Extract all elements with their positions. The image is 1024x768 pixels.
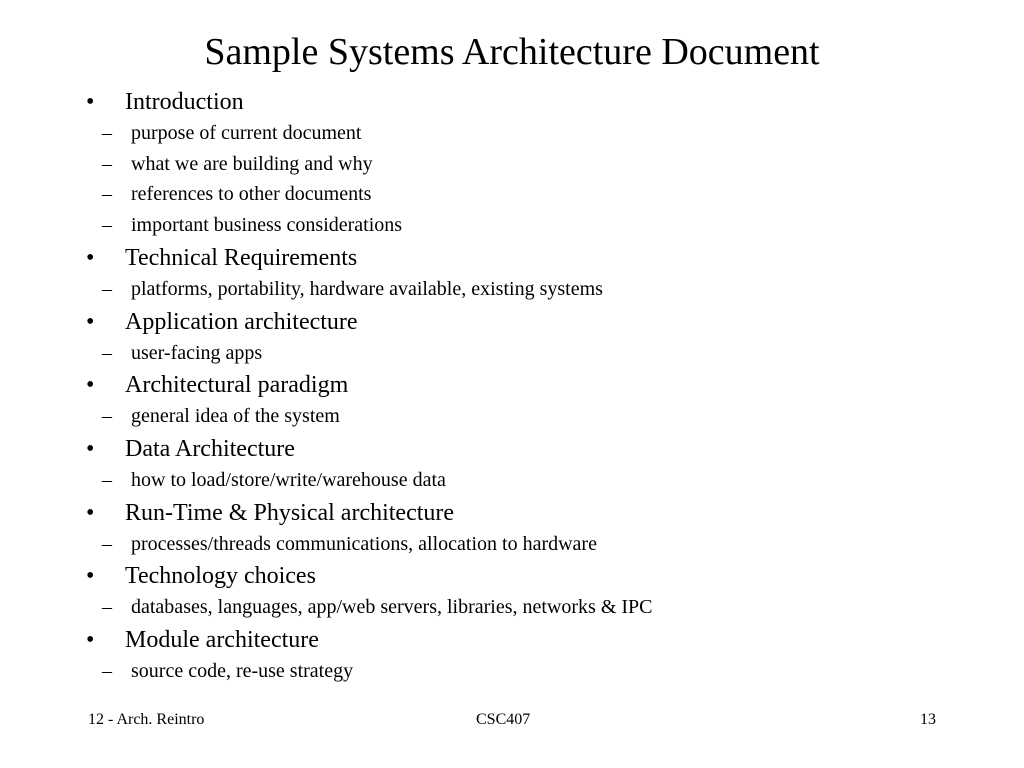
outline-subitem — [86, 179, 986, 210]
outline-subitem — [86, 338, 986, 369]
outline-subitem — [86, 465, 986, 496]
outline-list — [86, 86, 986, 688]
outline-item-label: Technical Requirements — [125, 244, 358, 271]
outline-subitem-label: source code, re-use strategy — [131, 660, 354, 683]
outline-sublist — [86, 592, 986, 623]
outline-item — [86, 624, 986, 656]
bullet-icon: • — [86, 563, 95, 590]
outline-subitem — [86, 401, 986, 432]
outline-subitem — [86, 656, 986, 687]
outline-sublist — [86, 118, 986, 241]
slide-footer — [0, 708, 1024, 732]
dash-icon: – — [102, 122, 112, 144]
footer-course-code: CSC407 — [476, 711, 531, 728]
outline-item — [86, 369, 986, 401]
outline-subitem-label: databases, languages, app/web servers, libraries, networks & IPC — [131, 596, 653, 619]
outline-subitem — [86, 149, 986, 180]
dash-icon: – — [102, 468, 112, 491]
outline-item — [86, 433, 986, 465]
outline-subitem — [86, 118, 986, 149]
outline-subitem-label: what we are building and why — [131, 152, 373, 175]
bullet-icon: • — [86, 308, 95, 335]
outline-sublist — [86, 401, 986, 432]
outline-sublist — [86, 656, 986, 687]
outline-item — [86, 242, 986, 274]
slide-title: Sample Systems Architecture Document — [204, 31, 820, 73]
dash-icon: – — [102, 596, 112, 619]
outline-item-label: Run-Time & Physical architecture — [125, 499, 455, 526]
outline-subitem-label: references to other documents — [131, 183, 372, 206]
dash-icon: – — [102, 532, 112, 555]
bullet-icon: • — [86, 435, 95, 462]
bullet-icon: • — [86, 627, 95, 654]
outline-subitem-label: important business considerations — [131, 214, 403, 237]
footer-slide-number: 13 — [920, 711, 936, 728]
outline-subitem — [86, 210, 986, 241]
outline-item-label: Module architecture — [125, 627, 319, 654]
outline-item — [86, 560, 986, 592]
bullet-icon: • — [86, 89, 95, 115]
bullet-icon: • — [86, 372, 95, 399]
outline-item-label: Application architecture — [125, 308, 358, 335]
outline-subitem-label: user-facing apps — [131, 341, 263, 364]
bullet-icon: • — [86, 499, 95, 526]
outline-item — [86, 306, 986, 338]
outline-subitem-label: how to load/store/write/warehouse data — [131, 468, 446, 491]
outline-sublist — [86, 465, 986, 496]
outline-subitem-label: purpose of current document — [131, 122, 362, 144]
outline-sublist — [86, 338, 986, 369]
dash-icon: – — [102, 341, 112, 364]
outline-item — [86, 86, 986, 118]
bullet-icon: • — [86, 244, 95, 271]
outline-subitem — [86, 592, 986, 623]
outline-sublist — [86, 274, 986, 305]
outline-item-label: Technology choices — [125, 563, 316, 590]
dash-icon: – — [102, 405, 112, 428]
outline-subitem-label: general idea of the system — [131, 405, 340, 428]
outline-item-label: Introduction — [125, 89, 244, 115]
footer-lecture-label: 12 - Arch. Reintro — [88, 711, 205, 728]
outline-item-label: Data Architecture — [125, 435, 295, 462]
outline-subitem — [86, 529, 986, 560]
outline-subitem — [86, 274, 986, 305]
dash-icon: – — [102, 277, 112, 300]
dash-icon: – — [102, 214, 112, 237]
outline-sublist — [86, 529, 986, 560]
dash-icon: – — [102, 152, 112, 175]
outline-item-label: Architectural paradigm — [125, 372, 349, 399]
dash-icon: – — [102, 183, 112, 206]
outline-subitem-label: platforms, portability, hardware available, existing systems — [131, 277, 603, 300]
outline-subitem-label: processes/threads communications, allocation to hardware — [131, 532, 597, 555]
dash-icon: – — [102, 660, 112, 683]
outline-item — [86, 497, 986, 529]
